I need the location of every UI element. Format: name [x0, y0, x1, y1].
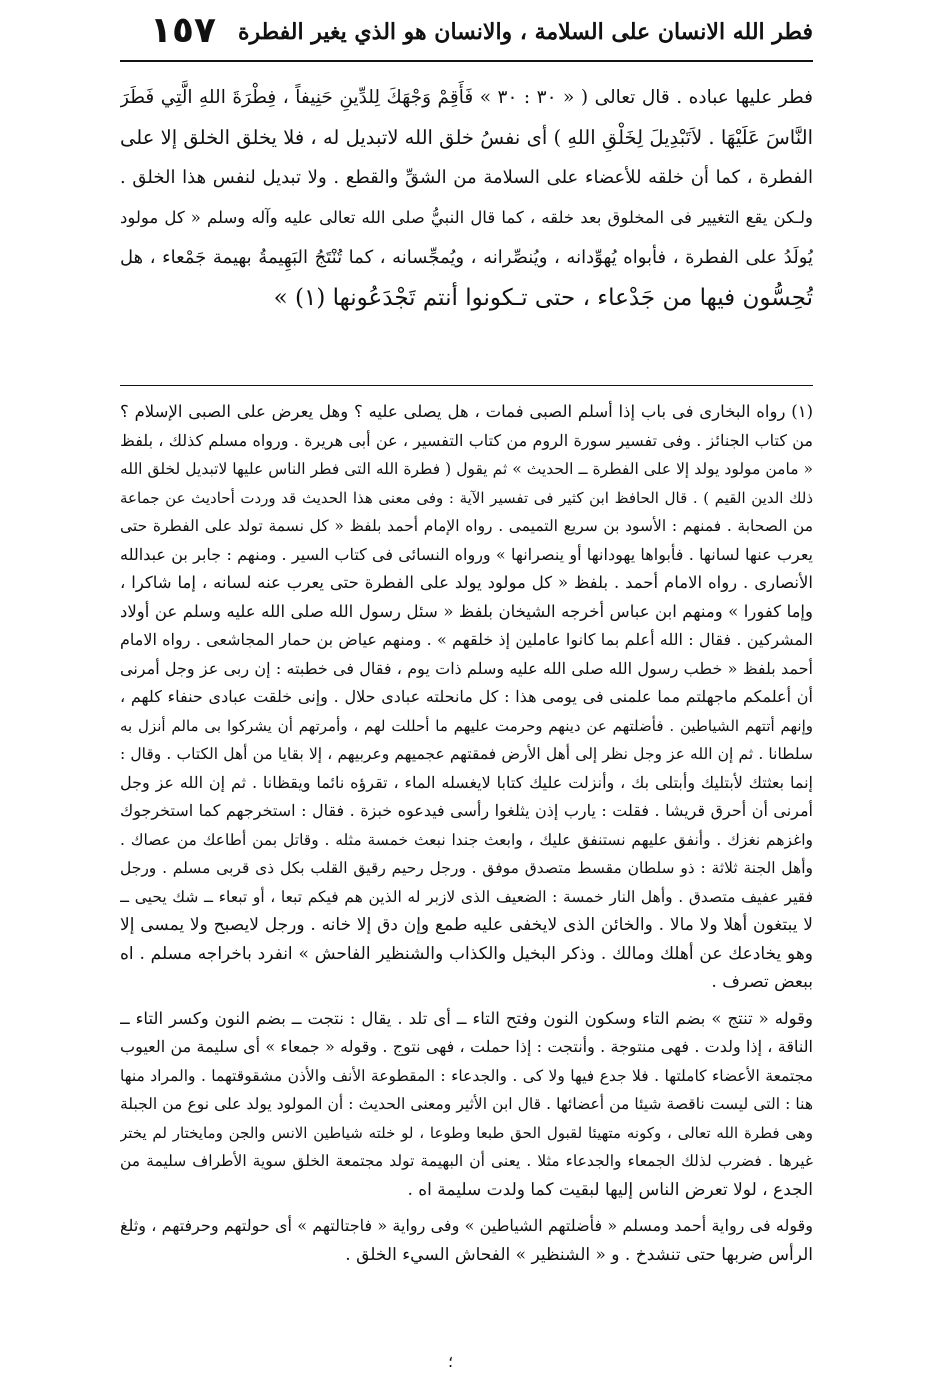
- trailing-mark: ؛: [448, 1352, 454, 1371]
- paragraph-gap: [120, 1204, 813, 1212]
- footnote-line: وهى فطرة الله تعالى ، وكونه متهيئا لقبول الحق طبعا وطوعا ، لو خلته شياطين الانس والجن ومايختار لم يختر: [120, 1123, 813, 1142]
- footnote-line: من كتاب الجنائز . وفى تفسير سورة الروم من كتاب التفسير ، عن أبى هريرة . ورواه مسلم كذلك ، بلفظ: [120, 430, 813, 450]
- main-text-line: يُولَدُ على الفطرة ، فأبواه يُهوِّدانه ، ويُنصِّرانه ، ويُمجِّسانه ، كما تُنْتَجُ البَهِيمةُ بهيمة جَمْعاء ، هل: [120, 247, 813, 268]
- running-header: [150, 14, 813, 50]
- footnote-line: إنما بعثتك لأبتليك وأبتلى بك ، وأنزلت عليك كتابا لايغسله الماء ، تقرؤه نائما ويقظانا . ثم إن الله عز وجل: [120, 772, 813, 792]
- footnote-line: لا يبتغون أهلا ولا مالا . والخائن الذى لايخفى عليه طمع وإن دق إلا خانه . ورجل لايصبح ولا يمسى إلا: [120, 915, 813, 935]
- footnote-line: وقوله « تنتج » بضم التاء وسكون النون وفتح التاء ــ أى تلد . يقال : نتجت ــ بضم النون وكسر التاء ــ: [120, 1008, 813, 1028]
- main-text-line: النَّاسَ عَلَيْهَا . لاَتَبْدِيلَ لِخَلْقِ اللهِ ) أى نفسُ خلق الله لاتبديل له ، فلا يخلق الخلق إلا على: [120, 126, 813, 149]
- footnote-line: الأنصارى . رواه الامام أحمد . بلفظ « كل مولود يولد على الفطرة حتى يعرب عنه لسانه ، إما شاكرا ،: [120, 573, 813, 592]
- header-title: فطر الله الانسان على السلامة ، والانسان هو الذي يغير الفطرة: [237, 19, 813, 45]
- footnote-line: مجتمعة الأعضاء كاملتها . فلا جدع فيها ولا كى . والجدعاء : المقطوعة الأنف والأذن مشقوقتهما . والمراد منها: [120, 1066, 813, 1085]
- footnote-line: وأهل الجنة ثلاثة : ذو سلطان مقسط متصدق موفق . ورجل رحيم رقيق القلب بكل ذى قربى مسلم . ورجل: [120, 859, 813, 877]
- footnote-line: المشركين . فقال : الله أعلم بما كانوا عاملين إذ خلقهم » . ومنهم عياض بن حمار المجاشعى . رواه الامام: [120, 630, 813, 649]
- footnote-line: الناقة ، إذا ولدت . فهى منتوجة . وأنتجت : إذا حملت ، فهى نتوج . وقوله « جمعاء » أى سليمة من العيوب: [120, 1037, 813, 1056]
- footnote-line: وإما كفورا » ومنهم ابن عباس أخرجه الشيخان بلفظ « سئل رسول الله صلى الله عليه وسلم عن أولاد: [120, 601, 813, 621]
- footnote-line: ذلك الدين القيم ) . قال الحافظ ابن كثير فى تفسير الآية : وفى معنى هذا الحديث قد وردت أحاديث عن جماعة: [120, 488, 813, 507]
- footnote-line: غيرها . فضرب لذلك الجمعاء والجدعاء مثلا . يعنى أن البهيمة تولد مجتمعة الخلق سوية الأطراف سليمة من: [120, 1152, 813, 1170]
- footnote-line: من الصحابة . فمنهم : الأسود بن سريع التميمى . رواه الإمام أحمد بلفظ « كل نسمة تولد على الفطرة حتى: [120, 517, 813, 535]
- main-text-line: الفطرة ، كما أن خلقه للأعضاء على السلامة من الشقِّ والقطع . ولا تبديل لنفس هذا الخلق .: [120, 167, 813, 188]
- footnote-line: أن أعلمكم ماجهلتم مما علمنى فى يومى هذا : كل مانحلته عبادى حلال . وإنى خلقت عبادى حنفاء كلهم ،: [120, 687, 813, 706]
- footnote-line: سلطانا . ثم إن الله عز وجل نظر إلى أهل الأرض فمقتهم عجميهم وعربيهم ، إلا بقايا من أهل الكتاب . وقال :: [120, 745, 813, 763]
- footnote-paragraph-1: [120, 398, 813, 997]
- footnote-line: أمرنى أن أحرق قريشا . فقلت : يارب إذن يثلغوا رأسى فيدعوه خبزة . فقال : استخرجهم كما استخرجوك: [120, 801, 813, 820]
- footnote-line: واغزهم نغزك . وأنفق عليهم نستنفق عليك ، وابعث جندا نبعث خمسة مثله . وقاتل بمن أطاعك من عصاك .: [120, 830, 813, 849]
- footnote-line: ببعض تصرف .: [711, 972, 813, 992]
- footnote-line: الجدع ، لولا تعرض الناس إليها لبقيت كما ولدت سليمة اه .: [407, 1179, 813, 1200]
- footnote-line: (١) رواه البخارى فى باب إذا أسلم الصبى فمات ، هل يصلى عليه ؟ وهل يعرض على الصبى الإسلام ؟: [120, 402, 813, 421]
- footnote-rule: [120, 385, 813, 386]
- footnote-line: فقير عفيف متصدق . وأهل النار خمسة : الضعيف الذى لازبر له الذين هم فيكم تبعا ، أو تبعاء ــ شك يحيى ــ: [120, 887, 813, 906]
- footnote-line: هنا : التى ليست ناقصة شيئا من أعضائها . قال ابن الأثير ومعنى الحديث : أن المولود يولد على نوع من الجبلة: [120, 1095, 813, 1113]
- footnotes-block: [120, 398, 813, 1269]
- footnote-line: وإنهم أتتهم الشياطين . فأضلتهم عن دينهم وحرمت عليهم ما أحللت لهم ، وأمرتهم أن يشركوا بى مالم أنزل به: [120, 716, 813, 735]
- footnote-line: وهو يخادعك عن أهلك ومالك . وذكر البخيل والكذاب والشنظير الفاحش » انفرد باخراجه مسلم . اه: [120, 943, 813, 964]
- main-text-block: [120, 78, 813, 318]
- footnote-line: أحمد بلفظ « خطب رسول الله صلى الله عليه وسلم ذات يوم ، فقال فى خطبته : إن ربى عز وجل أمرنى: [120, 658, 813, 678]
- header-rule: [120, 60, 813, 62]
- main-text-line: ولـكن يقع التغيير فى المخلوق بعد خلقه ، كما قال النبيُّ صلى الله تعالى عليه وآله وسلم « كل مولود: [120, 208, 813, 227]
- footnote-line: وقوله فى رواية أحمد ومسلم « فأضلتهم الشياطين » وفى رواية « فاجتالتهم » أى حولتهم وحرفتهم ، وثلغ: [120, 1216, 813, 1235]
- footnote-paragraph-2: [120, 1005, 813, 1205]
- main-text-line: تُحِسُّون فيها من جَدْعاء ، حتى تـكونوا أنتم تَجْدَعُونها (١) »: [273, 285, 813, 311]
- footnote-paragraph-3: [120, 1212, 813, 1269]
- page-number: ١٥٧: [150, 10, 216, 51]
- footnote-line: الرأس ضربها حتى تنشدخ . و « الشنظير » الفحاش السيء الخلق .: [345, 1244, 813, 1265]
- footnote-line: « مامن مولود يولد إلا على الفطرة ــ الحديث » ثم يقول ( فطرة الله التى فطر الناس عليها لاتبديل لخلق الله: [120, 460, 813, 478]
- footnote-line: يعرب عنها لسانها . فأبواها يهودانها أو ينصرانها » ورواه النسائى فى كتاب السير . ومنهم : جابر بن عبدالله: [120, 544, 813, 564]
- paragraph-gap: [120, 997, 813, 1005]
- main-text-line: فطر عليها عباده . قال تعالى ( « ٣٠ : ٣٠ » فَأَقِمْ وَجْهَكَ لِلدِّينِ حَنِيفاً ، فِطْرَةَ اللهِ الَّتِي فَطَرَ: [120, 87, 813, 108]
